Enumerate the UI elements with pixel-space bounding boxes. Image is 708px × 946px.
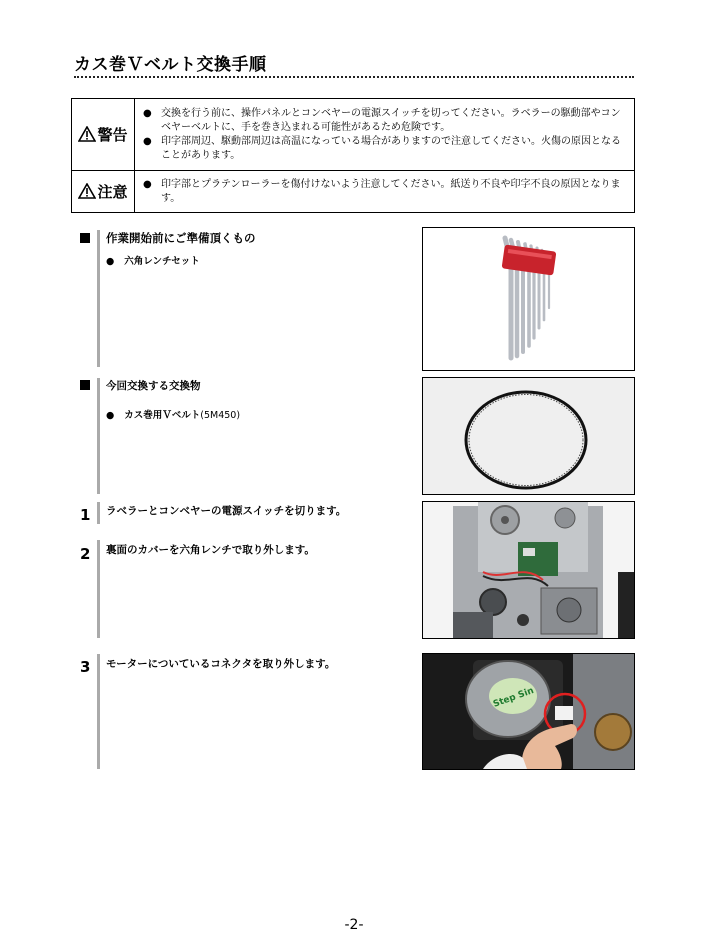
- title-divider: [74, 76, 634, 78]
- hex-wrench-photo: [422, 227, 635, 371]
- step-text: 裏面のカバーを六角レンチで取り外します。: [106, 544, 315, 556]
- motor-label: Step Sin: [492, 685, 536, 710]
- step-number: 2: [80, 545, 91, 563]
- page-number: -2-: [344, 917, 364, 933]
- warning-row: [72, 99, 635, 171]
- machine-internals-photo: [422, 501, 635, 639]
- prep-item: ● 六角レンチセット: [106, 256, 200, 267]
- bullet-icon: ●: [143, 178, 152, 190]
- caution-triangle-icon: [78, 183, 96, 199]
- v-belt-photo: [422, 377, 635, 495]
- warning-item: ● 交換を行う前に、操作パネルとコンベヤーの電源スイッチを切ってください。ラベラーの駆動部やコンベヤーベルトに、手を巻き込まれる可能性があるため危険です。: [143, 107, 621, 133]
- parts-item: ● カス巻用Ｖベルト(5M450): [106, 410, 241, 421]
- v-belt-image: [423, 378, 634, 494]
- warning-triangle-icon: [78, 126, 96, 142]
- caution-label: 注意: [97, 183, 128, 201]
- page-title: カス巻Ｖベルト交換手順: [74, 55, 267, 75]
- warning-label-cell: [72, 99, 135, 171]
- bullet-icon: ●: [106, 410, 115, 421]
- section-marker: [80, 380, 90, 390]
- hex-wrench-image: [423, 228, 634, 370]
- warning-item: ● 印字部周辺、駆動部周辺は高温になっている場合がありますので注意してください。火傷の原因となることがあります。: [143, 135, 621, 161]
- step-number: 3: [80, 658, 91, 676]
- warning-label: 警告: [97, 126, 128, 144]
- caution-text-cell: [135, 171, 635, 213]
- step-bar: [97, 540, 100, 638]
- step-bar: [97, 502, 100, 524]
- section-marker: [80, 233, 90, 243]
- caution-row: [72, 171, 635, 213]
- warning-table: [71, 98, 635, 213]
- motor-connector-photo: [422, 653, 635, 770]
- section-bar: [97, 230, 100, 367]
- bullet-icon: ●: [106, 256, 115, 267]
- motor-connector-image: [423, 654, 634, 769]
- step-text: ラベラーとコンベヤーの電源スイッチを切ります。: [106, 505, 347, 517]
- caution-item: ● 印字部とプラテンローラーを傷付けないよう注意してください。紙送り不良や印字不良の原因となります。: [143, 178, 621, 204]
- step-number: 1: [80, 506, 91, 524]
- caution-label-cell: [72, 171, 135, 213]
- bullet-icon: ●: [143, 135, 152, 147]
- parts-heading: 今回交換する交換物: [106, 380, 201, 392]
- step-bar: [97, 654, 100, 769]
- machine-internals-image: [423, 502, 634, 638]
- bullet-icon: ●: [143, 107, 152, 119]
- section-bar: [97, 378, 100, 494]
- prep-heading: 作業開始前にご準備頂くもの: [106, 231, 256, 245]
- step-text: モーターについているコネクタを取り外します。: [106, 658, 336, 670]
- warning-text-cell: [135, 99, 635, 171]
